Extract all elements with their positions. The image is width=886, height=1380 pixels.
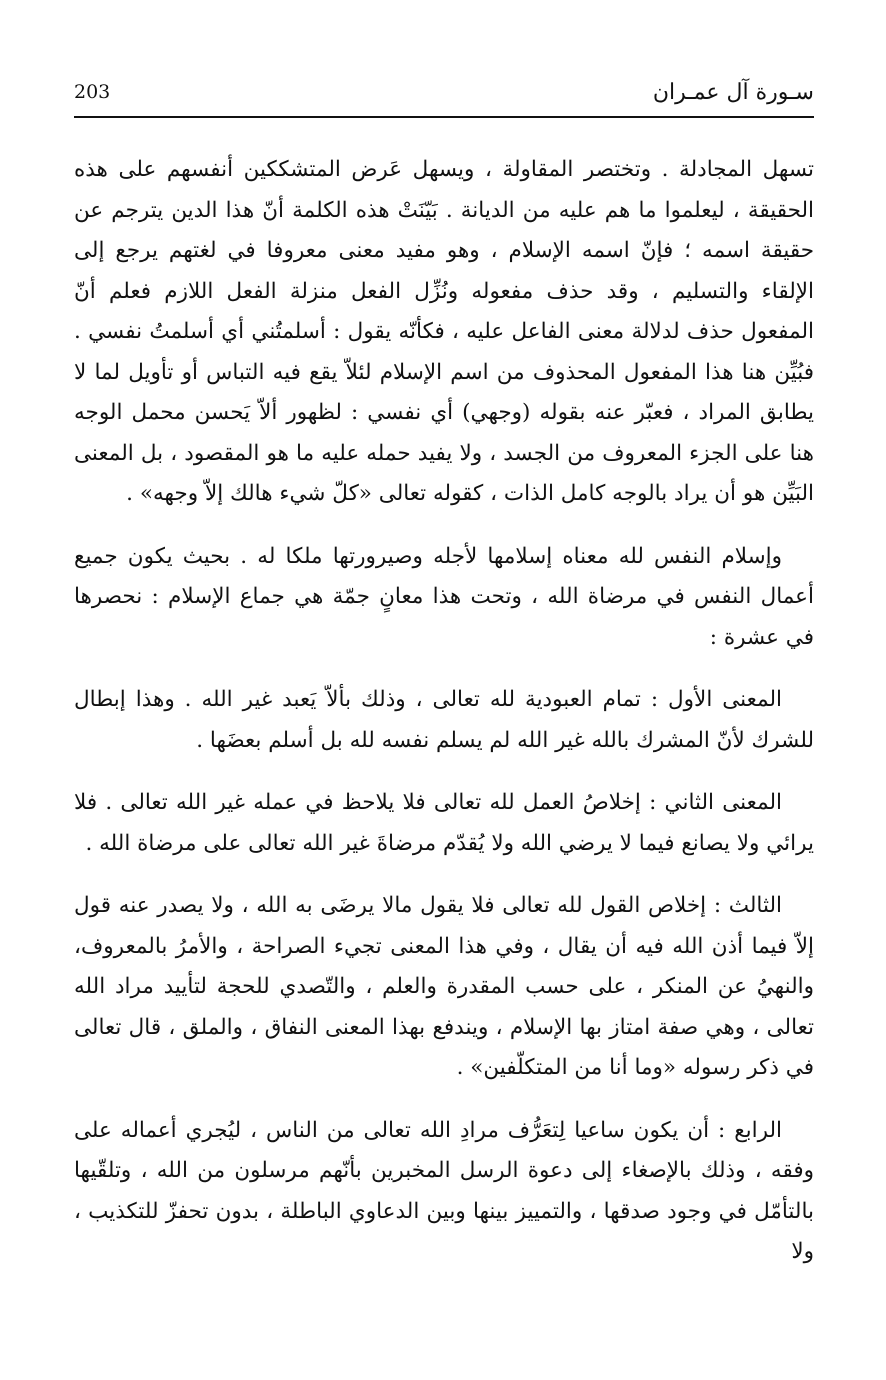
header-rule xyxy=(74,116,814,118)
paragraph-third-meaning: الثالث : إخلاص القول لله تعالى فلا يقول مالا يرضَى به الله ، ولا يصدر عنه قول إلاّ فيما أذن الله فيه أن يقال ، وفي هذا المعنى تجيء الصراحة ، والأمرُ بالمعروف، والنهيُ عن المنكر ، على حسب المقدرة والعلم ، والتّصدي للحجة لتأييد مراد الله تعالى ، وهي صفة امتاز بها الإسلام ، ويندفع بهذا المعنى النفاق ، والملق ، قال تعالى في ذكر رسوله «وما أنا من المتكلّفين» . xyxy=(74,893,814,1080)
body-text xyxy=(74,150,814,1295)
paragraph-first-meaning: المعنى الأول : تمام العبودية لله تعالى ، وذلك بألاّ يَعبد غير الله . وهذا إبطال للشرك لأنّ المشرك بالله غير الله لم يسلم نفسه لله بل أسلم بعضَها . xyxy=(74,687,814,753)
page-number: 203 xyxy=(74,81,111,103)
paragraph-second-meaning: المعنى الثاني : إخلاصُ العمل لله تعالى فلا يلاحظ في عمله غير الله تعالى . فلا يرائي ولا يصانع فيما لا يرضي الله ولا يُقدّم مرضاةَ غير الله تعالى على مرضاة الله . xyxy=(74,790,814,856)
paragraph-islam-meaning: وإسلام النفس لله معناه إسلامها لأجله وصيرورتها ملكا له . بحيث يكون جميع أعمال النفس في مرضاة الله ، وتحت هذا معانٍ جمّة هي جماع الإسلام : نحصرها في عشرة : xyxy=(74,543,814,650)
paragraph-fourth-meaning: الرابع : أن يكون ساعيا لِتعَرُّف مرادِ الله تعالى من الناس ، ليُجري أعماله على وفقه ، وذلك بالإصغاء إلى دعوة الرسل المخبرين بأنّهم مرسلون من الله ، وتلقّيها بالتأمّل في وجود صدقها ، والتمييز بينها وبين الدعاوي الباطلة ، بدون تحفزّ للتكذيب ، ولا xyxy=(74,1117,814,1264)
page-header xyxy=(74,70,814,114)
surah-title: سـورة آل عمـران xyxy=(652,79,814,105)
paragraph-intro: تسهل المجادلة . وتختصر المقاولة ، ويسهل عَرض المتشككين أنفسهم على هذه الحقيقة ، ليعلموا ما هم عليه من الديانة . بَيّنَتْ هذه الكلمة أنّ هذا الدين يترجم عن حقيقة اسمه ؛ فإنّ اسمه الإسلام ، وهو مفيد معنى معروفا في لغتهم يرجع إلى الإلقاء والتسليم ، وقد حذف مفعوله ونُزِّل الفعل منزلة الفعل اللازم فعلم أنّ المفعول حذف لدلالة معنى الفاعل عليه ، فكأنّه يقول : أسلمتُني أي أسلمتُ نفسي . فبُيِّن هنا هذا المفعول المحذوف من اسم الإسلام لئلاّ يقع فيه التباس أو تأويل لما لا يطابق المراد ، فعبّر عنه بقوله (وجهي) أي نفسي : لظهور ألاّ يَحسن محمل الوجه هنا على الجزء المعروف من الجسد ، ولا يفيد حمله عليه ما هو المقصود ، بل المعنى البَيِّن هو أن يراد بالوجه كامل الذات ، كقوله تعالى «كلّ شيء هالك إلاّ وجهه» . xyxy=(74,157,814,506)
